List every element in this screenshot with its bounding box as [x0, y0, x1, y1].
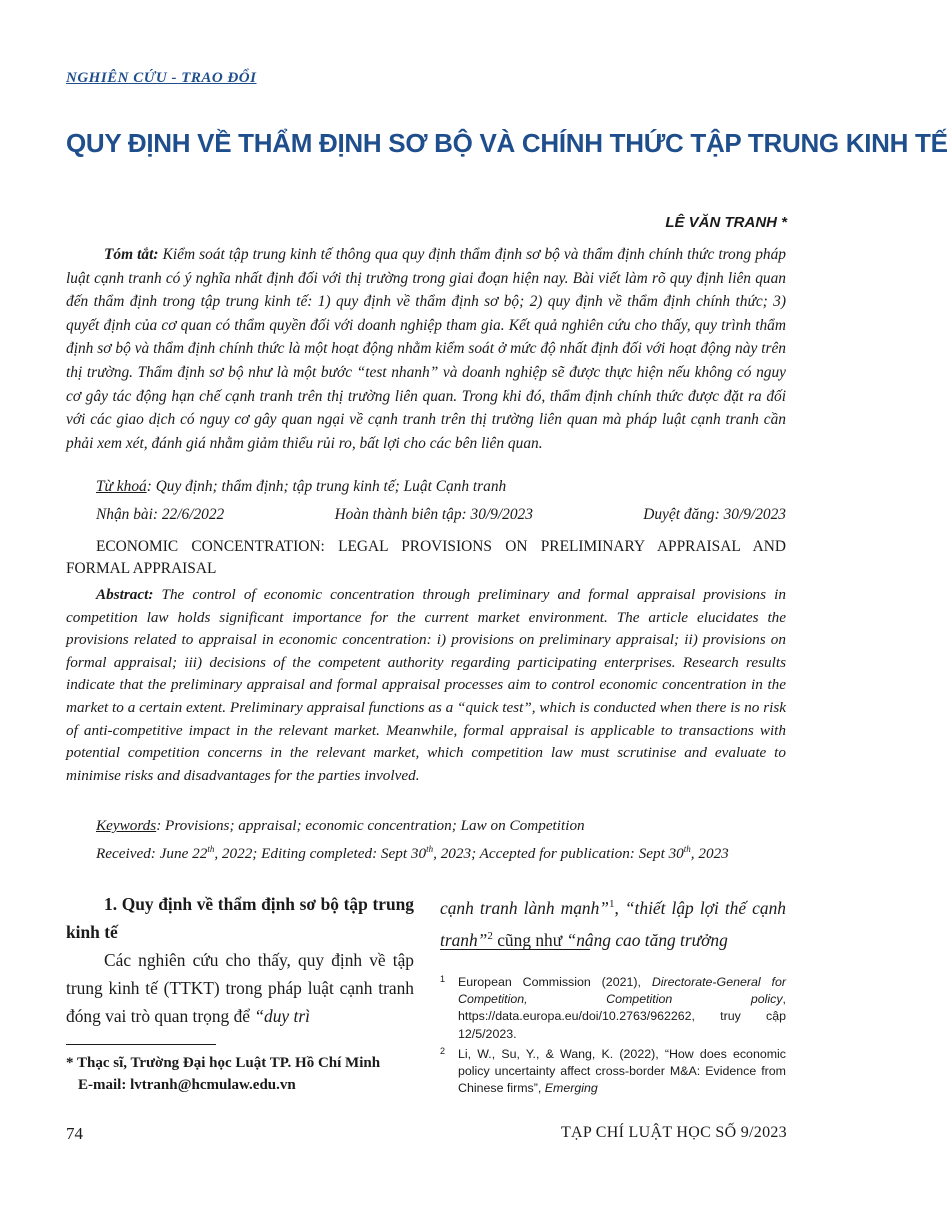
body-column-left [66, 890, 414, 1030]
keywords-vi-text: : Quy định; thẩm định; tập trung kinh tế; Luật Cạnh tranh [146, 478, 507, 495]
journal-name: TẠP CHÍ LUẬT HỌC SỐ 9/2023 [560, 1124, 787, 1141]
section-label: NGHIÊN CỨU - TRAO ĐỔI [66, 70, 257, 86]
body-sep: , [614, 897, 625, 918]
footnotes [440, 974, 786, 1100]
author-affiliation: * Thạc sĩ, Trường Đại học Luật TP. Hồ Chí Minh [66, 1055, 381, 1071]
body-paragraph [66, 946, 414, 1030]
footnote-ref-2[interactable]: 2 [487, 929, 493, 942]
accepted-en-tail: , 2023 [690, 845, 729, 863]
received-en: Received: June 22 [96, 845, 208, 863]
footnote-1-text: European Commission (2021), [458, 975, 652, 989]
footnote-2-text: Li, W., Su, Y., & Wang, K. (2022), “How does economic policy uncertainty affect cross-border M&A: Evidence from Chinese firms”, [458, 1046, 786, 1096]
footnote-ref-1[interactable]: 1 [608, 898, 615, 910]
body-quote-1-start: “duy trì [254, 1006, 310, 1026]
footnote-2 [440, 1046, 786, 1098]
keywords-en-label: Keywords [96, 817, 157, 834]
body-mid: cũng như [492, 929, 567, 950]
body-quote-1-end: cạnh tranh lành mạnh” [440, 897, 609, 918]
date-received-vi: Nhận bài: 22/6/2022 [96, 506, 225, 523]
body-quote-3: “nâng cao tăng trưởng [566, 929, 728, 950]
keywords-vi-label: Từ khoá [96, 478, 147, 495]
edited-en: , 2022; Editing completed: Sept 30 [214, 845, 427, 863]
footnote-1-italic: Directorate-General for Competition, Competition policy [458, 975, 786, 1007]
author-footnote [66, 1052, 426, 1096]
footnote-1 [440, 974, 786, 1043]
abstract-english [66, 584, 786, 787]
abstract-en-text: The control of economic concentration through preliminary and formal appraisal provisions in competition law holds significant importance for the current market environment. The article elucidates the provisions related to appraisal in economic concentration: i) provisions on preliminary appraisal; ii) provisions on formal appraisal; iii) decisions of the competent authority regarding participating enterprises. Research results indicate that the preliminary appraisal and formal appraisal processes aim to control economic concentration in the market to a certain extent. Preliminary appraisal functions as a “quick test”, which is conducted when there is no risk of anti-competitive impact in the relevant market. Meanwhile, formal appraisal is applicable to transactions with potential competition concerns in the relevant market, which competition law must scrutinise and evaluate to minimise risks and disadvantages for the parties involved. [66, 586, 786, 784]
article-title: QUY ĐỊNH VỀ THẨM ĐỊNH SƠ BỘ VÀ CHÍNH THỨC TẬP TRUNG KINH TẾ [66, 128, 948, 158]
date-accepted-vi: Duyệt đăng: 30/9/2023 [643, 506, 786, 523]
body-text-start: Các nghiên cứu cho thấy, quy định về tập trung kinh tế (TTKT) trong pháp luật cạnh tranh đóng vai trò quan trọng để [66, 950, 414, 1026]
footnote-divider-right [440, 949, 590, 950]
body-column-right [440, 890, 786, 954]
english-title: ECONOMIC CONCENTRATION: LEGAL PROVISIONS ON PRELIMINARY APPRAISAL AND FORMAL APPRAISAL [66, 538, 786, 577]
footnote-1-url[interactable]: , https://data.europa.eu/doi/10.2763/962262, truy cập 12/5/2023. [458, 992, 786, 1041]
author-name: LÊ VĂN TRANH * [665, 214, 787, 231]
accepted-en: , 2023; Accepted for publication: Sept 30 [433, 845, 684, 863]
author-email[interactable]: E-mail: lvtranh@hcmulaw.edu.vn [78, 1077, 296, 1093]
footnote-2-italic: Emerging [544, 1081, 598, 1096]
footnote-1-number: 1 [440, 974, 446, 984]
accepted-en-sup: th [683, 844, 691, 854]
section-heading: 1. Quy định về thẩm định sơ bộ tập trung kinh tế [66, 894, 414, 942]
abstract-vi-text: Kiểm soát tập trung kinh tế thông qua quy định thẩm định sơ bộ và thẩm định chính thức trong pháp luật cạnh tranh có ý nghĩa nhất định đối với thị trường trong giai đoạn hiện nay. Bài viết làm rõ quy định liên quan đến thẩm định trong tập trung kinh tế: 1) quy định về thẩm định sơ bộ; 2) quy định về thẩm định chính thức; 3) quyết định của cơ quan có thẩm quyền đối với doanh nghiệp tham gia. Kết quả nghiên cứu cho thấy, quy trình thẩm định sơ bộ và thẩm định chính thức là một hoạt động nhằm kiểm soát ở mức độ nhất định đối với hoạt động này trên thị trường. Thẩm định sơ bộ như là một bước “test nhanh” và doanh nghiệp sẽ được thực hiện nếu không có nguy cơ gây tác động hạn chế cạnh tranh trên thị trường liên quan. Trong khi đó, thẩm định chính thức được đặt ra đối với các giao dịch có nguy cơ gây quan ngại về cạnh tranh trên thị trường liên quan mà pháp luật cạnh tranh cần phải xem xét, đánh giá nhằm giảm thiểu rủi ro, bất lợi cho các bên liên quan. [66, 246, 787, 452]
keywords-english [96, 817, 585, 835]
footnote-divider-left [66, 1044, 216, 1045]
abstract-vi-label: Tóm tắt: [104, 246, 159, 263]
date-edited-vi: Hoàn thành biên tập: 30/9/2023 [334, 506, 533, 523]
dates-english [96, 844, 729, 863]
abstract-en-label: Abstract: [96, 586, 154, 603]
page-number: 74 [66, 1124, 83, 1143]
keywords-vietnamese [96, 478, 506, 496]
dates-vietnamese [96, 506, 786, 524]
body-quote-2: “thiết lập lợi thế cạnh tranh” [440, 897, 786, 950]
received-en-sup: th [207, 844, 215, 854]
abstract-vietnamese [66, 243, 786, 455]
footnote-2-number: 2 [440, 1045, 446, 1056]
edited-en-sup: th [426, 844, 434, 854]
keywords-en-text: : Provisions; appraisal; economic concentration; Law on Competition [156, 817, 585, 834]
